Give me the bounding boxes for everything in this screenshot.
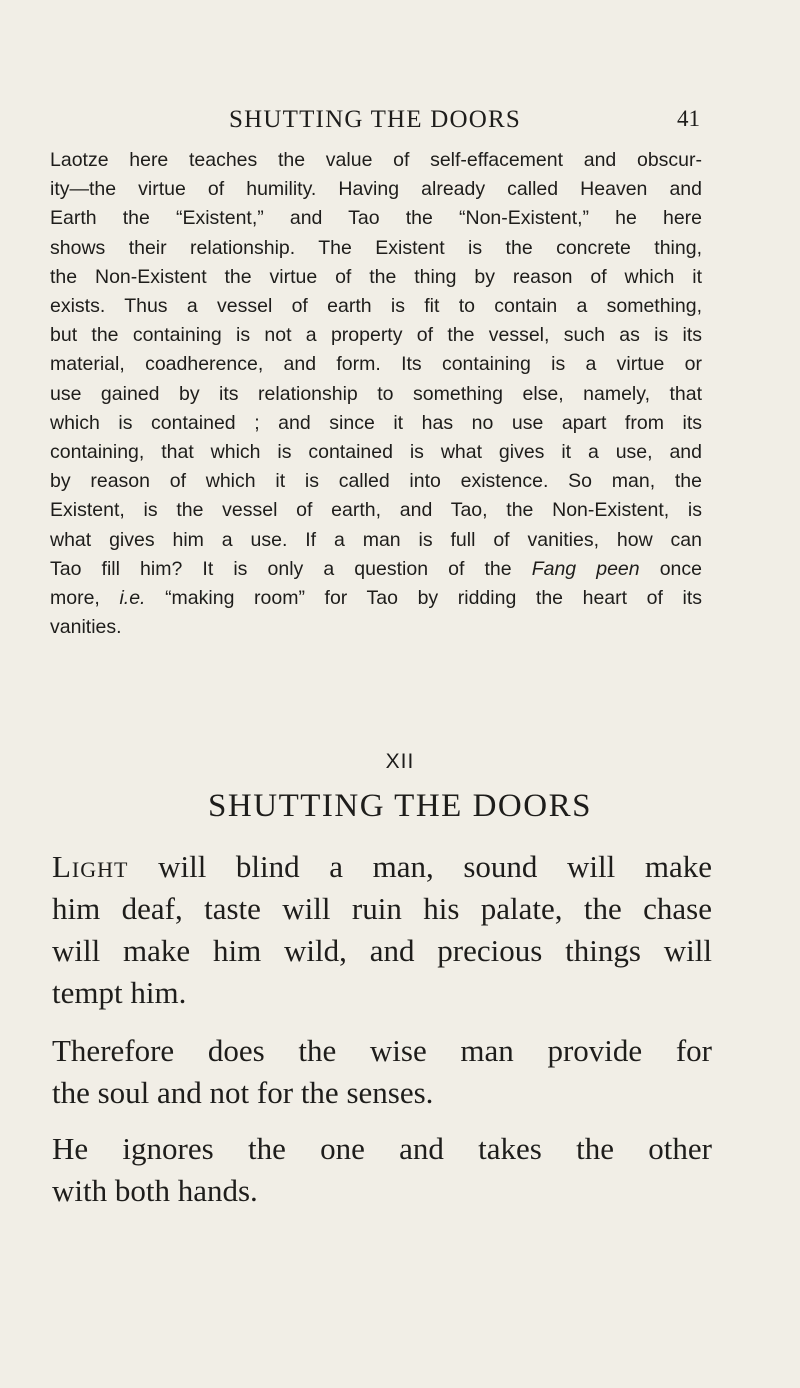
commentary-line: the Non-Existent the virtue of the thing by reason of which it — [50, 265, 702, 288]
commentary-text: “making room” for Tao by ridding the heart of its — [145, 587, 703, 610]
verse-line: will make him wild, and precious things will — [52, 933, 712, 968]
commentary-line: which is contained ; and since it has no use apart from its — [50, 411, 702, 434]
chapter-title: SHUTTING THE DOORS — [208, 788, 592, 824]
commentary-line: vanities. — [50, 616, 122, 639]
verse-paragraph-2 — [52, 1030, 712, 1114]
commentary-line: but the containing is not a property of the vessel, such as is its — [50, 324, 702, 347]
commentary-line: material, coadherence, and form. Its containing is a virtue or — [50, 353, 702, 376]
verse-paragraph-3 — [52, 1128, 712, 1212]
commentary-line: Existent, is the vessel of earth, and Tao, the Non-Existent, is — [50, 499, 702, 522]
commentary-paragraph — [50, 146, 702, 642]
verse-line — [52, 846, 712, 888]
verse-line: He ignores the one and takes the other — [52, 1131, 712, 1166]
running-title: SHUTTING THE DOORS — [229, 106, 521, 133]
verse-line: with both hands. — [52, 1173, 258, 1208]
verse-paragraph-1 — [52, 846, 712, 1014]
commentary-line: ity—the virtue of humility. Having already called Heaven and — [50, 178, 702, 201]
commentary-line: containing, that which is contained is what gives it a use, and — [50, 441, 702, 464]
commentary-line: Laotze here teaches the value of self-effacement and obscur- — [50, 149, 702, 171]
commentary-line: by reason of which it is called into existence. So man, the — [50, 470, 702, 493]
commentary-text: Tao fill him? It is only a question of the — [50, 557, 532, 580]
commentary-line: use gained by its relationship to something else, namely, that — [50, 382, 702, 405]
commentary-line: shows their relationship. The Existent is the concrete thing, — [50, 236, 702, 259]
page-number: 41 — [677, 106, 700, 131]
drop-word: Light — [52, 849, 129, 884]
commentary-line — [50, 555, 702, 584]
commentary-text: once — [639, 557, 702, 580]
verse-line: Therefore does the wise man provide for — [52, 1033, 712, 1068]
verse-line: the soul and not for the senses. — [52, 1075, 434, 1110]
verse-line: tempt him. — [52, 975, 187, 1010]
commentary-line — [50, 584, 702, 613]
commentary-text: more, — [50, 587, 120, 610]
running-head — [50, 106, 700, 138]
chapter-number: XII — [385, 750, 415, 773]
ie-abbreviation: i.e. — [119, 587, 146, 610]
commentary-line: what gives him a use. If a man is full of vanities, how can — [50, 528, 702, 551]
verse-text: will blind a man, sound will make — [128, 849, 712, 884]
verse-line: him deaf, taste will ruin his palate, the chase — [52, 891, 712, 926]
fang-peen-term: Fang peen — [531, 557, 640, 580]
commentary-line: Earth the “Existent,” and Tao the “Non-Existent,” he here — [50, 207, 702, 230]
commentary-line: exists. Thus a vessel of earth is fit to contain a something, — [50, 295, 702, 318]
